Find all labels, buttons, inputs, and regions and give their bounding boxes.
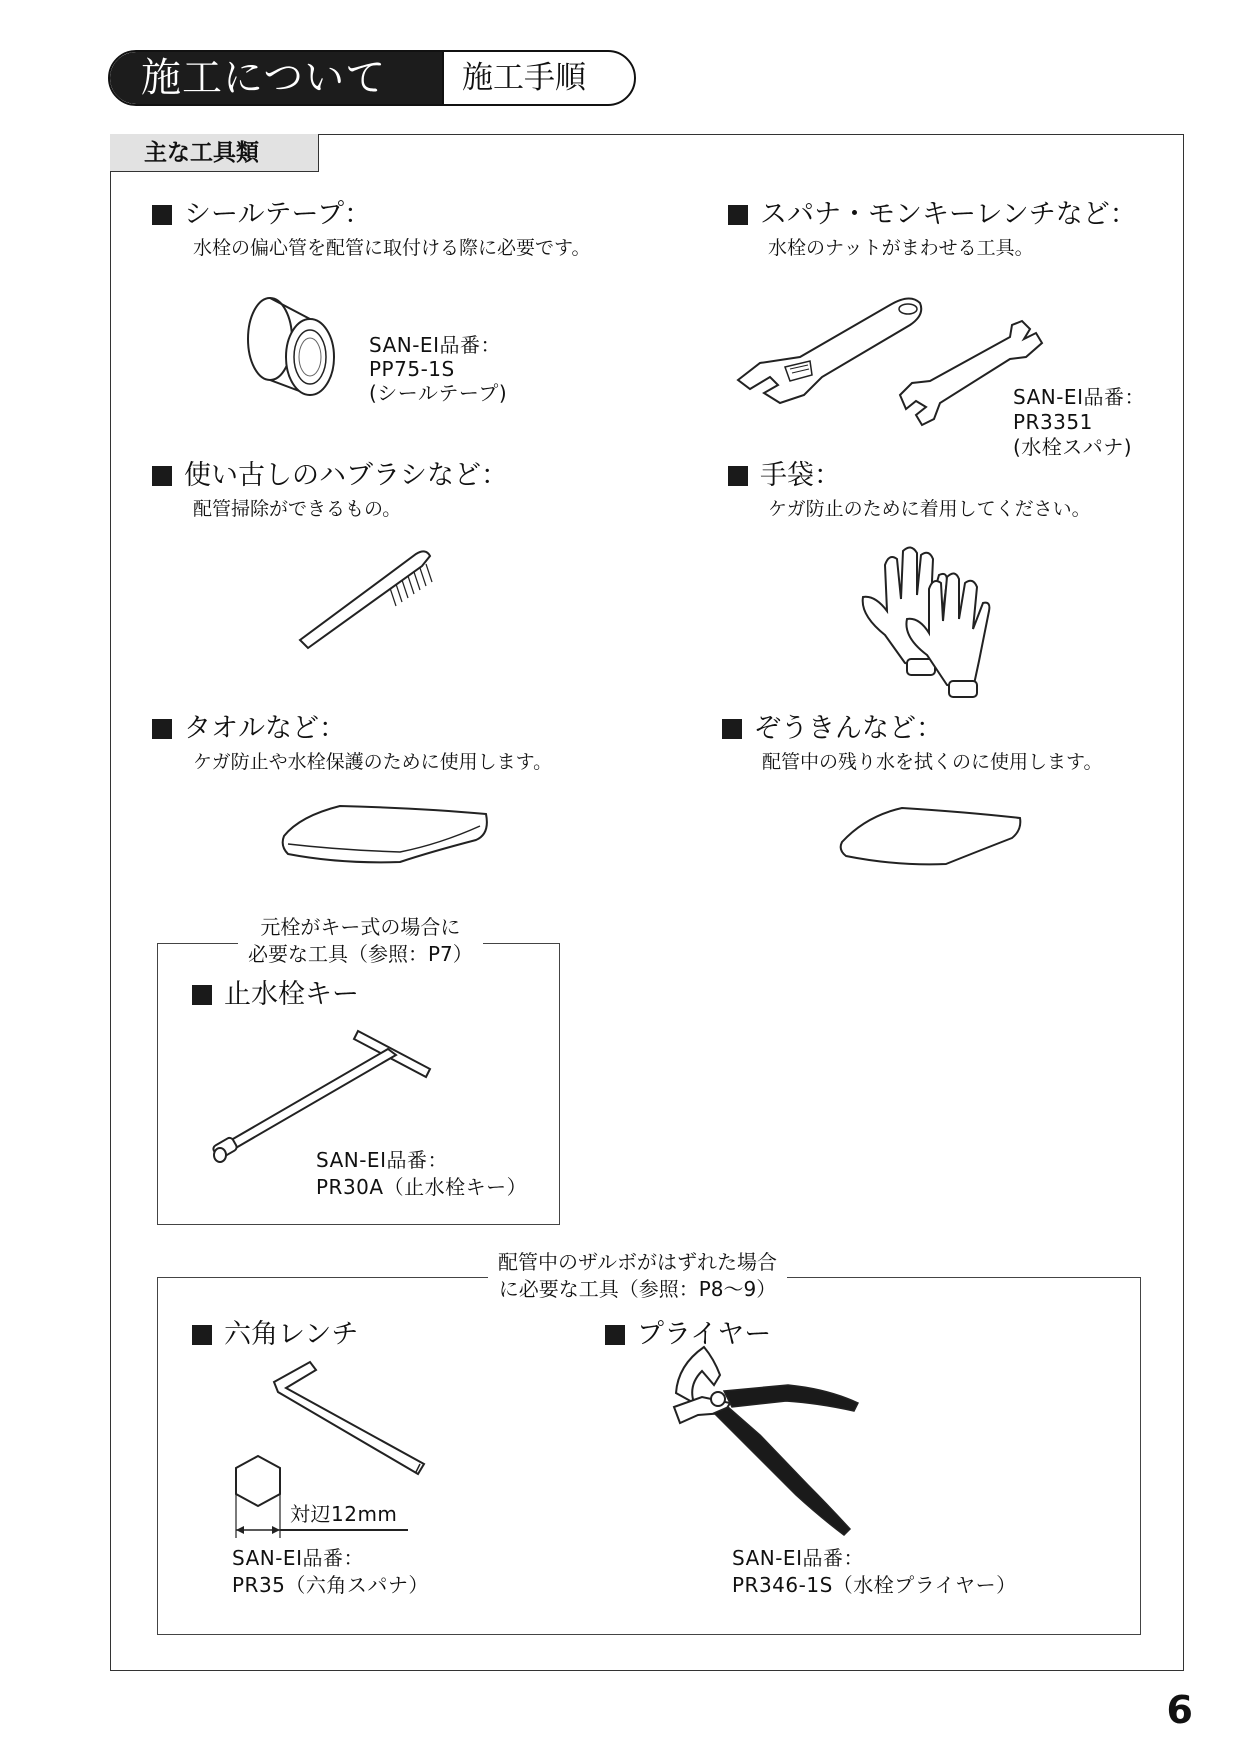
bullet-square-icon bbox=[722, 719, 742, 739]
hex-part-number: PR35（六角スパナ） bbox=[232, 1573, 429, 1597]
key-heading: 止水栓キー bbox=[192, 977, 359, 1013]
gloves-icon bbox=[855, 545, 1005, 700]
page-subtitle: 施工手順 bbox=[462, 60, 586, 96]
rag-icon bbox=[836, 802, 1026, 872]
hex-wrench-icon bbox=[270, 1360, 430, 1475]
bullet-square-icon bbox=[152, 466, 172, 486]
bullet-square-icon bbox=[728, 466, 748, 486]
stopcock-key-icon bbox=[210, 1025, 435, 1165]
seal-tape-part-label: SAN-EI品番： bbox=[369, 333, 501, 357]
towel-desc: ケガ防止や水栓保護のために使用します。 bbox=[193, 751, 553, 773]
bullet-square-icon bbox=[605, 1325, 625, 1345]
brush-heading: 使い古しのハブラシなど： bbox=[152, 458, 508, 494]
key-part-label: SAN-EI品番： bbox=[316, 1148, 448, 1172]
spanner-part-number: PR3351 bbox=[1013, 410, 1093, 434]
spanner-part-label: SAN-EI品番： bbox=[1013, 385, 1145, 409]
bullet-square-icon bbox=[192, 1325, 212, 1345]
plier-part-label: SAN-EI品番： bbox=[732, 1546, 864, 1570]
rag-desc: 配管中の残り水を拭くのに使用します。 bbox=[762, 751, 1103, 773]
bullet-square-icon bbox=[192, 985, 212, 1005]
hex-heading: 六角レンチ bbox=[192, 1317, 358, 1353]
hex-dimension-line bbox=[280, 1529, 408, 1531]
gloves-heading: 手袋： bbox=[728, 458, 841, 494]
seal-tape-icon bbox=[238, 295, 348, 405]
gloves-desc: ケガ防止のために着用してください。 bbox=[768, 498, 1091, 520]
spanner-desc: 水栓のナットがまわせる工具。 bbox=[768, 237, 1034, 259]
header-divider bbox=[442, 52, 444, 104]
plier-icon bbox=[668, 1345, 868, 1540]
towel-icon bbox=[280, 800, 495, 870]
bullet-square-icon bbox=[152, 719, 172, 739]
page-number: 6 bbox=[1166, 1688, 1193, 1732]
plier-part-number: PR346-1S（水栓プライヤー） bbox=[732, 1573, 1017, 1597]
rag-heading: ぞうきんなど： bbox=[722, 711, 943, 747]
seal-tape-part-name: (シールテープ) bbox=[369, 381, 508, 405]
seal-tape-part-number: PP75-1S bbox=[369, 357, 455, 381]
plier-heading: プライヤー bbox=[605, 1317, 771, 1353]
seal-tape-desc: 水栓の偏心管を配管に取付ける際に必要です。 bbox=[193, 237, 591, 259]
hex-dimension: 対辺12mm bbox=[290, 1502, 398, 1526]
spanner-heading: スパナ・モンキーレンチなど： bbox=[728, 197, 1137, 233]
hex-part-label: SAN-EI品番： bbox=[232, 1546, 364, 1570]
section-tab-label: 主な工具類 bbox=[144, 140, 259, 166]
key-part-number: PR30A（止水栓キー） bbox=[316, 1175, 528, 1199]
brush-desc: 配管掃除ができるもの。 bbox=[193, 498, 402, 520]
spanner-part-name: (水栓スパナ) bbox=[1013, 435, 1133, 459]
bullet-square-icon bbox=[728, 205, 748, 225]
page-title: 施工について bbox=[141, 55, 387, 101]
towel-heading: タオルなど： bbox=[152, 711, 346, 747]
toothbrush-icon bbox=[298, 548, 458, 648]
key-box-label: 元栓がキー式の場合に 必要な工具（参照：P7） bbox=[238, 914, 483, 968]
hexagon-icon bbox=[230, 1452, 290, 1540]
zarubo-box-label: 配管中のザルボがはずれた場合 に必要な工具（参照：P8～9） bbox=[488, 1249, 787, 1303]
seal-tape-heading: シールテープ： bbox=[152, 197, 371, 233]
bullet-square-icon bbox=[152, 205, 172, 225]
